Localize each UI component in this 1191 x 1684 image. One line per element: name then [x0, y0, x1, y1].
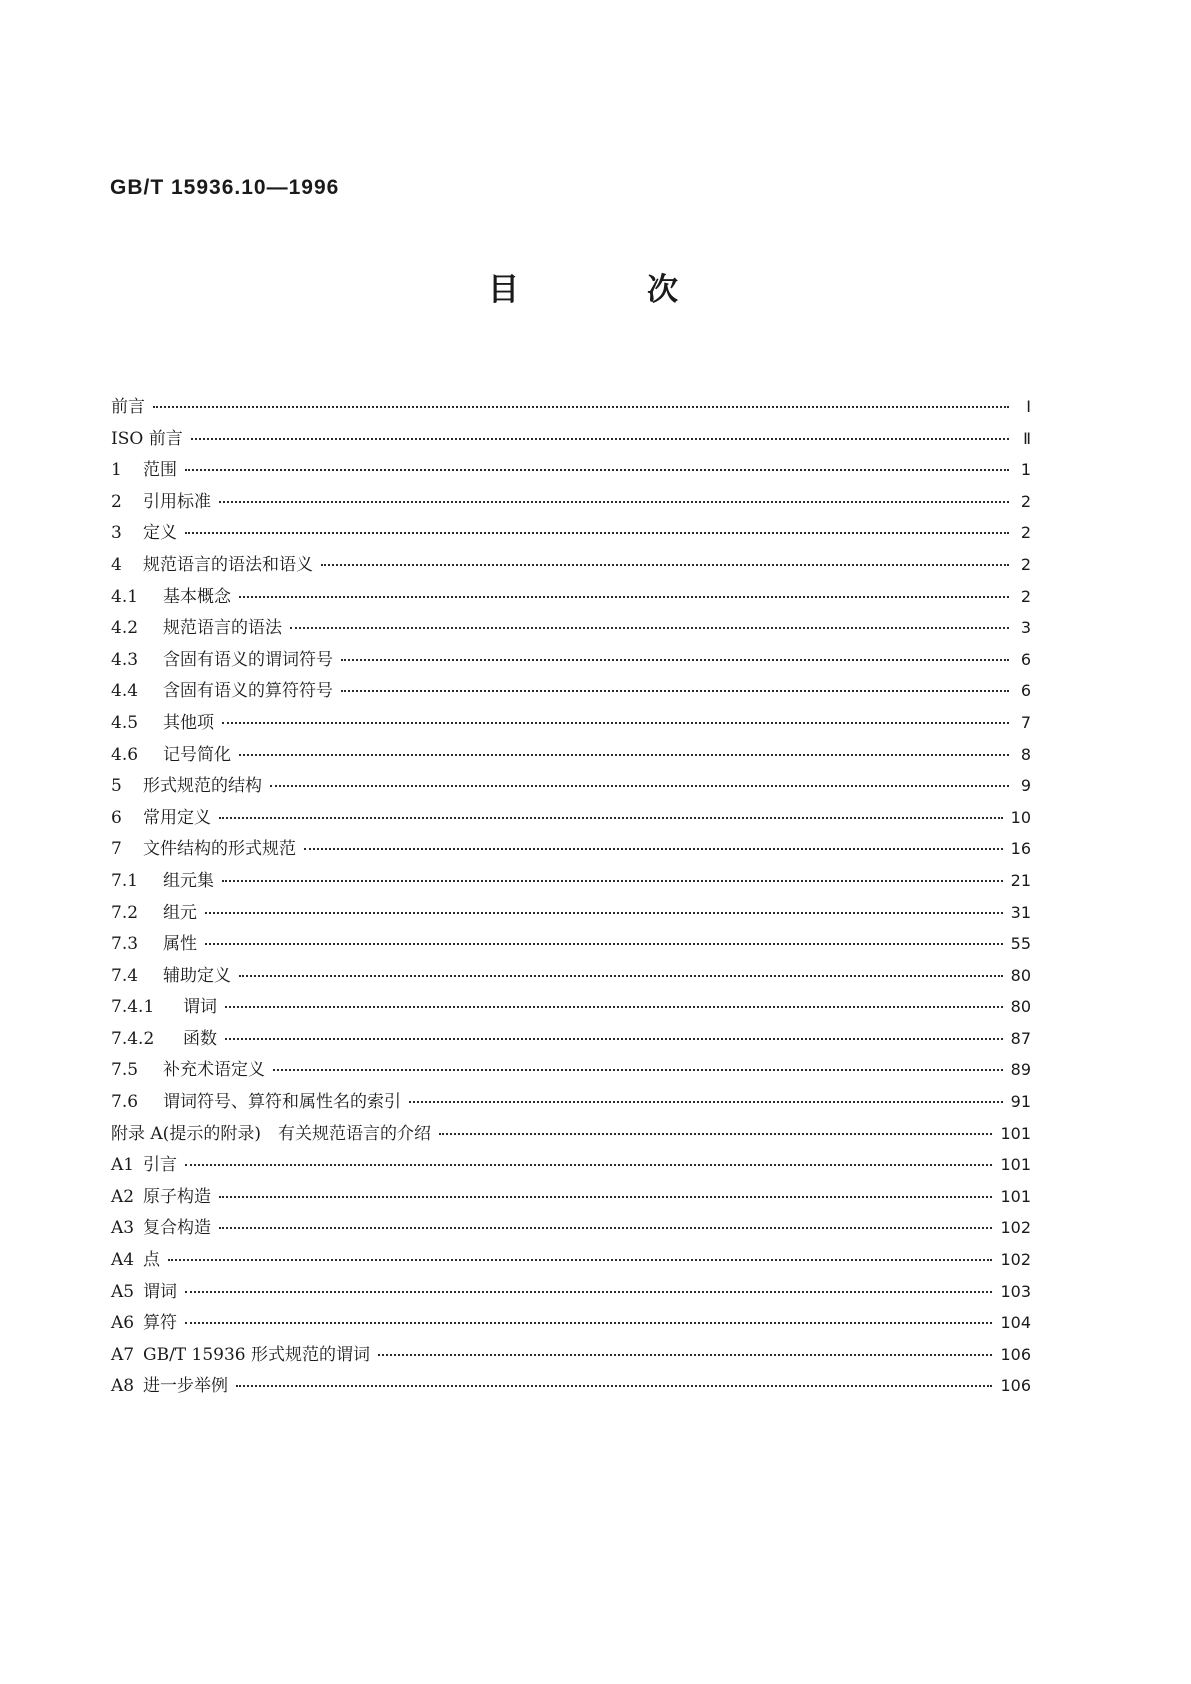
- toc-entry-title: 含固有语义的算符符号: [163, 681, 333, 702]
- toc-dot-leader: [270, 785, 1009, 787]
- toc-entry-title: 其他项: [163, 712, 214, 733]
- toc-entry-title: 函数: [183, 1028, 217, 1049]
- toc-dot-leader: [185, 1322, 992, 1324]
- toc-entry-title: 组元集: [163, 870, 214, 891]
- toc-entry-title: 谓词: [143, 1281, 177, 1302]
- toc-entry[interactable]: [111, 487, 1031, 519]
- toc-entry-page: 104: [1000, 1313, 1031, 1333]
- toc-entry[interactable]: [111, 803, 1031, 835]
- toc-entry-number: 7.1: [111, 870, 139, 891]
- toc-entry-page: 9: [1020, 776, 1031, 796]
- toc-entry-page: 8: [1020, 744, 1031, 764]
- toc-entry[interactable]: [111, 676, 1031, 708]
- toc-entry-page: 10: [1010, 807, 1031, 827]
- toc-entry[interactable]: [111, 866, 1031, 898]
- toc-dot-leader: [239, 975, 1003, 977]
- toc-entry-number: 3: [111, 523, 122, 544]
- toc-entry[interactable]: [111, 1024, 1031, 1056]
- toc-entry-number: 7.5: [111, 1060, 139, 1081]
- toc-entry[interactable]: [111, 550, 1031, 582]
- toc-entry-page: 1: [1020, 460, 1031, 480]
- toc-entry[interactable]: [111, 708, 1031, 740]
- toc-entry-page: 55: [1010, 934, 1031, 954]
- toc-entry[interactable]: [111, 392, 1031, 424]
- toc-entry-page: 102: [1000, 1250, 1031, 1270]
- toc-dot-leader: [321, 564, 1009, 566]
- toc-entry-page: 101: [1000, 1123, 1031, 1143]
- toc-entry-title: 范围: [143, 460, 177, 481]
- toc-entry-number: 4.6: [111, 744, 139, 765]
- toc-dot-leader: [304, 848, 1003, 850]
- toc-entry-page: 106: [1000, 1344, 1031, 1364]
- toc-entry-number: 7.4.1: [111, 997, 155, 1018]
- toc-entry-title: GB/T 15936 形式规范的谓词: [143, 1344, 371, 1365]
- toc-entry-page: 87: [1010, 1028, 1031, 1048]
- toc-entry[interactable]: [111, 929, 1031, 961]
- toc-entry-number: 6: [111, 807, 122, 828]
- toc-dot-leader: [239, 754, 1009, 756]
- toc-entry-title: 属性: [163, 934, 197, 955]
- toc-entry-title: 基本概念: [163, 586, 231, 607]
- toc-entry-number: A4: [111, 1250, 135, 1271]
- toc-entry-page: 2: [1020, 586, 1031, 606]
- toc-entry[interactable]: [111, 1213, 1031, 1245]
- toc-entry-page: 2: [1020, 554, 1031, 574]
- toc-entry-page: 102: [1000, 1218, 1031, 1238]
- title-char-right: 次: [647, 272, 678, 308]
- toc-entry-title: ISO 前言: [111, 428, 183, 449]
- toc-entry[interactable]: [111, 1087, 1031, 1119]
- table-of-contents: [111, 392, 1031, 1403]
- toc-entry[interactable]: [111, 645, 1031, 677]
- toc-entry-title: 引用标准: [143, 491, 211, 512]
- toc-entry-number: 2: [111, 491, 122, 512]
- toc-dot-leader: [222, 880, 1003, 882]
- toc-entry-number: A6: [111, 1313, 135, 1334]
- toc-dot-leader: [273, 1069, 1003, 1071]
- toc-entry-number: 7.4: [111, 965, 139, 986]
- toc-dot-leader: [439, 1133, 993, 1135]
- toc-entry[interactable]: [111, 834, 1031, 866]
- document-code: GB/T 15936.10—1996: [110, 176, 340, 199]
- toc-entry[interactable]: [111, 961, 1031, 993]
- toc-entry-title: 形式规范的结构: [143, 776, 262, 797]
- toc-entry-title: 谓词符号、算符和属性名的索引: [163, 1092, 401, 1113]
- toc-entry-title: 前言: [111, 397, 145, 417]
- toc-entry-page: 31: [1010, 902, 1031, 922]
- toc-entry-number: 4.1: [111, 586, 139, 607]
- toc-entry-number: 7: [111, 839, 122, 860]
- toc-dot-leader: [378, 1354, 992, 1356]
- toc-entry[interactable]: [111, 1150, 1031, 1182]
- toc-entry-title: 文件结构的形式规范: [143, 839, 296, 860]
- toc-entry-title: 记号简化: [163, 744, 231, 765]
- toc-dot-leader: [236, 1385, 992, 1387]
- toc-entry-page: 89: [1010, 1060, 1031, 1080]
- toc-dot-leader: [185, 1164, 992, 1166]
- toc-entry[interactable]: [111, 424, 1031, 456]
- toc-entry-title: 常用定义: [143, 807, 211, 828]
- page-title: [488, 264, 678, 309]
- toc-dot-leader: [185, 532, 1009, 534]
- toc-entry[interactable]: [111, 1277, 1031, 1309]
- toc-entry-number: 4.3: [111, 649, 139, 670]
- toc-entry-page: 2: [1020, 523, 1031, 543]
- toc-dot-leader: [222, 722, 1009, 724]
- toc-entry-title: 定义: [143, 523, 177, 544]
- toc-entry-page: 80: [1010, 997, 1031, 1017]
- toc-entry-title: 组元: [163, 902, 197, 923]
- toc-entry-title: 原子构造: [143, 1186, 211, 1207]
- toc-entry-title: 引言: [143, 1155, 177, 1176]
- toc-dot-leader: [191, 438, 1009, 440]
- toc-entry[interactable]: [111, 1055, 1031, 1087]
- toc-entry[interactable]: [111, 740, 1031, 772]
- toc-entry-number: A7: [111, 1344, 135, 1365]
- toc-entry-page: 91: [1010, 1092, 1031, 1112]
- toc-entry-number: 7.2: [111, 902, 139, 923]
- toc-entry-page: I: [1026, 397, 1031, 416]
- toc-entry[interactable]: [111, 613, 1031, 645]
- toc-entry[interactable]: [111, 1119, 1031, 1151]
- toc-entry[interactable]: [111, 1182, 1031, 1214]
- toc-entry-number: 1: [111, 460, 122, 481]
- toc-dot-leader: [341, 690, 1009, 692]
- toc-dot-leader: [239, 596, 1009, 598]
- toc-entry-number: A1: [111, 1155, 135, 1176]
- toc-entry-title: 复合构造: [143, 1218, 211, 1239]
- toc-entry[interactable]: [111, 898, 1031, 930]
- toc-entry-title: 辅助定义: [163, 965, 231, 986]
- toc-entry-number: 7.4.2: [111, 1028, 155, 1049]
- toc-entry-number: 4: [111, 554, 122, 575]
- toc-entry-title: 谓词: [183, 997, 217, 1018]
- toc-entry-title: 算符: [143, 1313, 177, 1334]
- toc-dot-leader: [219, 501, 1009, 503]
- toc-dot-leader: [205, 912, 1003, 914]
- toc-entry-title: 规范语言的语法和语义: [143, 554, 313, 575]
- toc-dot-leader: [225, 1038, 1003, 1040]
- toc-entry[interactable]: [111, 518, 1031, 550]
- toc-entry-title: 规范语言的语法: [163, 618, 282, 639]
- toc-entry-page: 101: [1000, 1155, 1031, 1175]
- toc-dot-leader: [290, 627, 1009, 629]
- toc-dot-leader: [153, 406, 1009, 408]
- toc-entry-title: 附录 A(提示的附录) 有关规范语言的介绍: [111, 1123, 431, 1144]
- toc-entry-number: 7.6: [111, 1092, 139, 1113]
- toc-entry-page: 103: [1000, 1281, 1031, 1301]
- toc-entry-number: 4.5: [111, 712, 139, 733]
- toc-entry-page: 21: [1010, 870, 1031, 890]
- toc-entry-page: 106: [1000, 1376, 1031, 1396]
- toc-entry-page: 3: [1020, 618, 1031, 638]
- toc-entry-page: 80: [1010, 965, 1031, 985]
- toc-entry-number: 4.4: [111, 681, 139, 702]
- toc-entry-page: 2: [1020, 491, 1031, 511]
- toc-entry-page: 16: [1010, 839, 1031, 859]
- toc-entry-page: Ⅱ: [1023, 428, 1031, 448]
- toc-entry-number: A3: [111, 1218, 135, 1239]
- toc-entry[interactable]: [111, 455, 1031, 487]
- toc-entry[interactable]: [111, 992, 1031, 1024]
- toc-entry[interactable]: [111, 1371, 1031, 1403]
- toc-entry-number: 5: [111, 776, 122, 797]
- toc-dot-leader: [205, 943, 1003, 945]
- toc-entry[interactable]: [111, 1308, 1031, 1340]
- toc-dot-leader: [341, 659, 1009, 661]
- toc-entry-page: 6: [1020, 681, 1031, 701]
- toc-dot-leader: [168, 1259, 992, 1261]
- toc-entry-page: 7: [1020, 712, 1031, 732]
- toc-entry[interactable]: [111, 1340, 1031, 1372]
- toc-entry[interactable]: [111, 1245, 1031, 1277]
- toc-dot-leader: [219, 817, 1003, 819]
- toc-dot-leader: [185, 469, 1009, 471]
- toc-dot-leader: [409, 1101, 1003, 1103]
- toc-entry-title: 进一步举例: [143, 1376, 228, 1397]
- toc-dot-leader: [185, 1291, 992, 1293]
- toc-dot-leader: [225, 1006, 1003, 1008]
- toc-dot-leader: [219, 1196, 992, 1198]
- toc-entry-title: 含固有语义的谓词符号: [163, 649, 333, 670]
- toc-entry-number: A5: [111, 1281, 135, 1302]
- toc-entry-number: A8: [111, 1376, 135, 1397]
- toc-entry-title: 补充术语定义: [163, 1060, 265, 1081]
- toc-entry[interactable]: [111, 582, 1031, 614]
- toc-entry[interactable]: [111, 771, 1031, 803]
- toc-dot-leader: [219, 1227, 992, 1229]
- toc-entry-title: 点: [143, 1250, 160, 1271]
- toc-entry-number: 4.2: [111, 618, 139, 639]
- toc-entry-page: 6: [1020, 649, 1031, 669]
- toc-entry-page: 101: [1000, 1186, 1031, 1206]
- title-char-left: 目: [488, 272, 519, 308]
- toc-entry-number: A2: [111, 1186, 135, 1207]
- toc-entry-number: 7.3: [111, 934, 139, 955]
